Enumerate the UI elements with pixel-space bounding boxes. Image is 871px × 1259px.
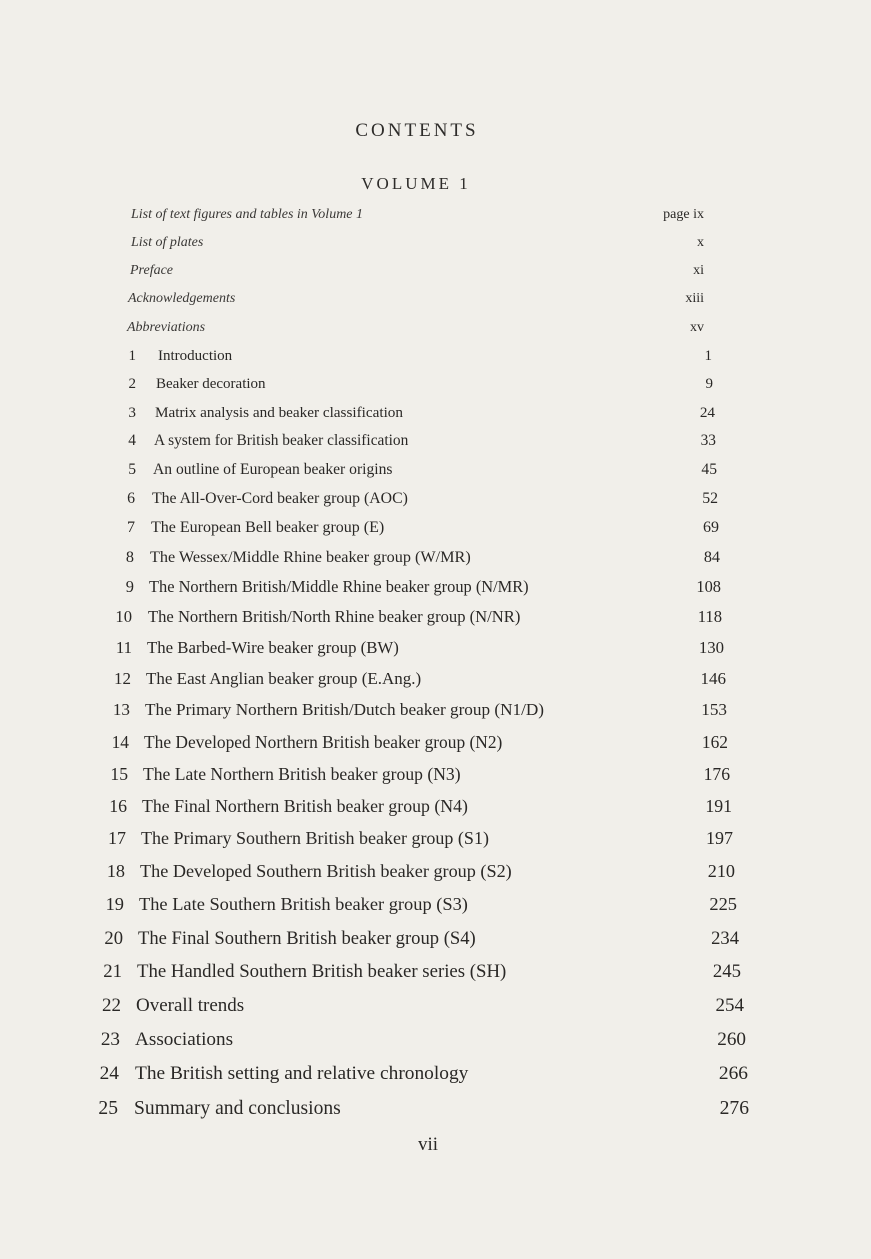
toc-prelim-title: Acknowledgements [128,291,236,306]
toc-chapter-number: 17 [108,828,126,848]
toc-chapter-number: 3 [128,404,136,421]
toc-chapter-title: The Final Southern British beaker group (S4) [138,928,476,949]
toc-chapter-number: 10 [115,607,132,626]
toc-prelim-page: page ix [663,207,704,222]
toc-chapter-number: 4 [128,432,136,449]
toc-chapter-number: 25 [98,1098,118,1119]
toc-chapter-title: Overall trends [136,995,245,1016]
toc-chapter-title: An outline of European beaker origins [153,461,393,478]
toc-chapter-title: The Late Southern British beaker group (S3) [139,894,468,914]
toc-chapter-number: 16 [109,796,127,816]
toc-prelim-page: xi [693,263,704,278]
toc-chapter-title: The Primary Northern British/Dutch beaker group (N1/D) [145,700,545,719]
toc-prelim-page: xiii [685,291,704,306]
toc-chapter-number: 6 [127,490,135,507]
toc-chapter-number: 2 [128,376,136,392]
toc-chapter-page: 176 [703,764,730,784]
toc-chapter-page: 266 [718,1063,748,1084]
page-folio: vii [417,1134,439,1155]
toc-chapter-title: The Barbed-Wire beaker group (BW) [147,638,399,657]
toc-chapter-number: 7 [127,519,135,536]
toc-chapter-title: Associations [135,1029,234,1050]
toc-chapter-page: 225 [709,894,737,914]
toc-chapter-number: 15 [110,764,128,784]
toc-chapter-page: 1 [704,348,712,364]
toc-chapter-number: 14 [111,732,129,752]
toc-prelim-page: xv [690,320,704,335]
toc-chapter-page: 153 [701,700,727,719]
toc-chapter-page: 245 [712,961,741,982]
toc-chapter-number: 19 [105,894,124,914]
toc-chapter-title: The All-Over-Cord beaker group (AOC) [152,490,408,507]
toc-chapter-title: Summary and conclusions [134,1098,341,1119]
toc-chapter-title: The European Bell beaker group (E) [151,519,385,536]
toc-chapter-title: The Final Northern British beaker group (N4) [142,796,468,816]
toc-chapter-number: 23 [100,1029,120,1050]
toc-chapter-page: 118 [697,607,722,626]
toc-prelim-title: List of text figures and tables in Volume 1 [131,207,364,222]
toc-chapter-page: 146 [700,669,726,688]
toc-chapter-page: 9 [705,376,713,392]
volume-heading: VOLUME 1 [361,174,471,193]
toc-chapter-number: 21 [103,961,122,982]
toc-chapter-number: 1 [128,348,136,364]
toc-prelim-title: List of plates [131,235,204,250]
toc-chapter-title: The Late Northern British beaker group (N3) [143,764,461,784]
toc-chapter-page: 234 [711,928,739,949]
toc-chapter-page: 24 [699,404,715,421]
toc-chapter-title: The Northern British/Middle Rhine beaker group (N/MR) [149,577,529,596]
toc-chapter-title: The British setting and relative chronology [135,1063,469,1084]
toc-chapter-title: The Primary Southern British beaker group (S1) [141,828,489,848]
toc-chapter-page: 84 [703,548,720,566]
toc-chapter-number: 12 [114,669,131,688]
toc-chapter-page: 197 [706,828,733,848]
toc-chapter-title: The Developed Southern British beaker group (S2) [140,861,512,881]
toc-chapter-page: 33 [700,432,716,449]
toc-chapter-number: 8 [125,548,134,566]
toc-prelim-title: Preface [130,263,174,278]
toc-chapter-page: 210 [707,861,735,881]
toc-chapter-title: A system for British beaker classification [154,432,409,449]
toc-chapter-title: Beaker decoration [156,376,266,392]
toc-chapter-title: The East Anglian beaker group (E.Ang.) [146,669,422,688]
toc-chapter-page: 191 [705,796,732,816]
toc-prelim-page: x [697,235,704,250]
toc-chapter-page: 260 [717,1029,746,1050]
toc-chapter-page: 45 [701,461,717,478]
toc-chapter-page: 69 [703,519,719,536]
toc-chapter-page: 276 [719,1098,749,1119]
toc-chapter-number: 20 [104,928,123,949]
toc-chapter-title: The Handled Southern British beaker series (SH) [137,961,507,982]
toc-chapter-number: 18 [106,861,125,881]
toc-chapter-page: 108 [696,577,721,596]
toc-chapter-title: Matrix analysis and beaker classification [155,404,403,421]
toc-chapter-number: 9 [125,577,134,596]
toc-prelim-title: Abbreviations [127,320,206,335]
toc-chapter-number: 5 [128,461,136,478]
toc-chapter-page: 254 [715,995,744,1016]
toc-chapter-page: 52 [702,490,718,507]
contents-heading: CONTENTS [355,120,479,141]
toc-chapter-title: The Wessex/Middle Rhine beaker group (W/MR) [150,548,471,566]
toc-chapter-number: 22 [102,995,121,1016]
toc-chapter-number: 24 [99,1063,119,1084]
toc-chapter-title: The Developed Northern British beaker group (N2) [144,732,503,752]
toc-chapter-number: 11 [115,638,132,657]
toc-chapter-title: The Northern British/North Rhine beaker group (N/NR) [148,607,521,626]
toc-chapter-page: 162 [701,732,728,752]
toc-chapter-page: 130 [698,638,724,657]
toc-chapter-title: Introduction [158,348,233,364]
toc-chapter-number: 13 [112,700,130,719]
